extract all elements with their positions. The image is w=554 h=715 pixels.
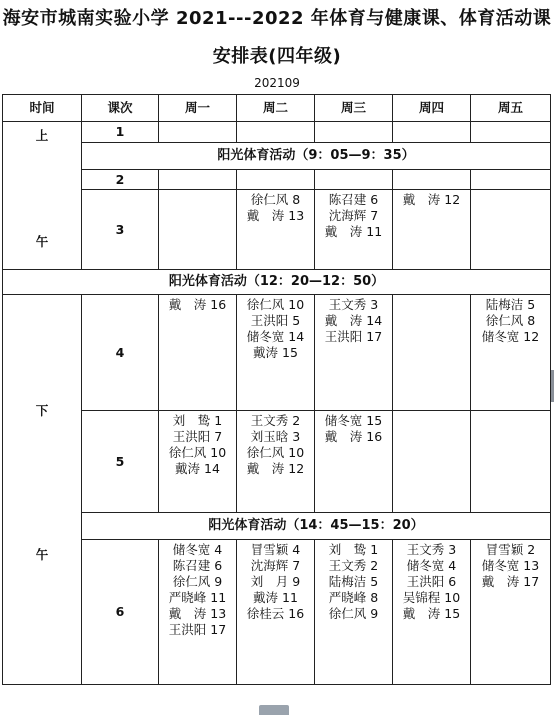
schedule-cell: [393, 122, 471, 143]
teacher-entry: 冒雪颖 2: [485, 542, 536, 557]
header-tue: 周二: [237, 95, 315, 122]
period-row-6: [3, 540, 551, 685]
teacher-entry: 戴 涛 17: [481, 574, 540, 589]
schedule-cell: [393, 295, 471, 411]
teacher-entry: 王洪阳 17: [168, 622, 227, 637]
teacher-entry: 戴 涛 12: [402, 192, 461, 207]
teacher-entry: 戴涛 15: [253, 345, 298, 360]
period-row-1: [3, 122, 551, 143]
schedule-cell: [159, 170, 237, 190]
teacher-entry: 陆梅洁 5: [485, 297, 536, 312]
page-tab-handle[interactable]: [259, 705, 289, 715]
teacher-entry: 戴涛 14: [175, 461, 220, 476]
schedule-cell: [237, 540, 315, 685]
teacher-entry: 王文秀 2: [328, 558, 379, 573]
segment-label-am-bottom: 午: [35, 234, 49, 249]
document-code: 202109: [254, 76, 300, 90]
schedule-cell: [471, 411, 551, 513]
teacher-entry: 王洪阳 7: [172, 429, 223, 444]
teacher-entry: 严晓峰 11: [168, 590, 227, 605]
teacher-entry: 戴 涛 12: [246, 461, 305, 476]
teacher-entry: 徐仁风 10: [246, 297, 305, 312]
schedule-cell: [237, 170, 315, 190]
teacher-entry: 戴 涛 13: [168, 606, 227, 621]
teacher-entry: 徐仁风 9: [172, 574, 223, 589]
schedule-cell: [237, 411, 315, 513]
period-label: 5: [82, 411, 159, 513]
period-label: 2: [82, 170, 159, 190]
schedule-cell: [159, 295, 237, 411]
noon-activity-band: 阳光体育活动（12：20—12：50）: [3, 270, 551, 295]
teacher-entry: 戴涛 11: [253, 590, 298, 605]
schedule-cell: [159, 540, 237, 685]
header-period: 课次: [82, 95, 159, 122]
schedule-cell: [315, 170, 393, 190]
schedule-cell: [315, 411, 393, 513]
schedule-cell: [237, 190, 315, 270]
teacher-entry: 王文秀 3: [406, 542, 457, 557]
teacher-entry: 徐桂云 16: [246, 606, 305, 621]
teacher-entry: 刘 鸷 1: [172, 413, 223, 428]
teacher-entry: 陈召建 6: [172, 558, 223, 573]
schedule-cell: [315, 122, 393, 143]
teacher-entry: 戴 涛 16: [168, 297, 227, 312]
schedule-cell: [237, 295, 315, 411]
document-title-line1: 海安市城南实验小学 2021---2022 年体育与健康课、体育活动课: [2, 8, 552, 29]
morning-segment-cell: [3, 122, 82, 270]
schedule-table: [2, 94, 551, 685]
teacher-entry: 王洪阳 6: [406, 574, 457, 589]
teacher-entry: 王文秀 3: [328, 297, 379, 312]
schedule-cell: [315, 190, 393, 270]
noon-band-row: [3, 270, 551, 295]
teacher-entry: 王洪阳 5: [250, 313, 301, 328]
header-wed: 周三: [315, 95, 393, 122]
teacher-entry: 刘 月 9: [250, 574, 301, 589]
period-label: 1: [82, 122, 159, 143]
schedule-cell: [471, 540, 551, 685]
teacher-entry: 吴锦程 10: [402, 590, 461, 605]
teacher-entry: 沈海辉 7: [328, 208, 379, 223]
teacher-entry: 徐仁风 8: [485, 313, 536, 328]
period-label: 3: [82, 190, 159, 270]
teacher-entry: 徐仁风 8: [250, 192, 301, 207]
afternoon-segment-cell: [3, 295, 82, 685]
teacher-entry: 王洪阳 17: [324, 329, 383, 344]
segment-label-pm-bottom: 午: [35, 547, 49, 562]
period-row-3: [3, 190, 551, 270]
teacher-entry: 冒雪颖 4: [250, 542, 301, 557]
schedule-cell: [393, 170, 471, 190]
teacher-entry: 储冬宽 4: [172, 542, 223, 557]
period-label: 4: [82, 295, 159, 411]
header-row: [3, 95, 551, 122]
afternoon-activity-band: 阳光体育活动（14：45—15：20）: [82, 513, 551, 540]
teacher-entry: 刘玉晗 3: [250, 429, 301, 444]
teacher-entry: 王文秀 2: [250, 413, 301, 428]
header-thu: 周四: [393, 95, 471, 122]
teacher-entry: 陆梅洁 5: [328, 574, 379, 589]
teacher-entry: 储冬宽 12: [481, 329, 540, 344]
schedule-cell: [471, 122, 551, 143]
teacher-entry: 戴 涛 14: [324, 313, 383, 328]
segment-label-pm-top: 下: [35, 403, 49, 418]
period-row-4: [3, 295, 551, 411]
morning-activity-band: 阳光体育活动（9：05—9：35）: [82, 143, 551, 170]
header-mon: 周一: [159, 95, 237, 122]
teacher-entry: 戴 涛 15: [402, 606, 461, 621]
teacher-entry: 徐仁风 10: [246, 445, 305, 460]
schedule-cell: [315, 540, 393, 685]
period-label: 6: [82, 540, 159, 685]
document-title-line2: 安排表(四年级): [212, 46, 342, 67]
period-row-5: [3, 411, 551, 513]
schedule-cell: [237, 122, 315, 143]
segment-label-am-top: 上: [35, 128, 49, 143]
header-time: 时间: [3, 95, 82, 122]
period-row-2: [3, 170, 551, 190]
teacher-entry: 徐仁风 9: [328, 606, 379, 621]
schedule-cell: [471, 190, 551, 270]
teacher-entry: 储冬宽 13: [481, 558, 540, 573]
schedule-cell: [159, 411, 237, 513]
teacher-entry: 储冬宽 15: [324, 413, 383, 428]
teacher-entry: 严晓峰 8: [328, 590, 379, 605]
schedule-cell: [393, 411, 471, 513]
teacher-entry: 戴 涛 11: [324, 224, 383, 239]
header-fri: 周五: [471, 95, 551, 122]
teacher-entry: 戴 涛 13: [246, 208, 305, 223]
teacher-entry: 陈召建 6: [328, 192, 379, 207]
schedule-cell: [159, 122, 237, 143]
morning-band-row: [3, 143, 551, 170]
teacher-entry: 储冬宽 4: [406, 558, 457, 573]
schedule-cell: [159, 190, 237, 270]
teacher-entry: 储冬宽 14: [246, 329, 305, 344]
teacher-entry: 沈海辉 7: [250, 558, 301, 573]
schedule-cell: [315, 295, 393, 411]
teacher-entry: 徐仁风 10: [168, 445, 227, 460]
schedule-cell: [393, 190, 471, 270]
afternoon-band-row: [3, 513, 551, 540]
teacher-entry: 刘 鸷 1: [328, 542, 379, 557]
teacher-entry: 戴 涛 16: [324, 429, 383, 444]
schedule-cell: [393, 540, 471, 685]
schedule-cell: [471, 295, 551, 411]
schedule-cell: [471, 170, 551, 190]
